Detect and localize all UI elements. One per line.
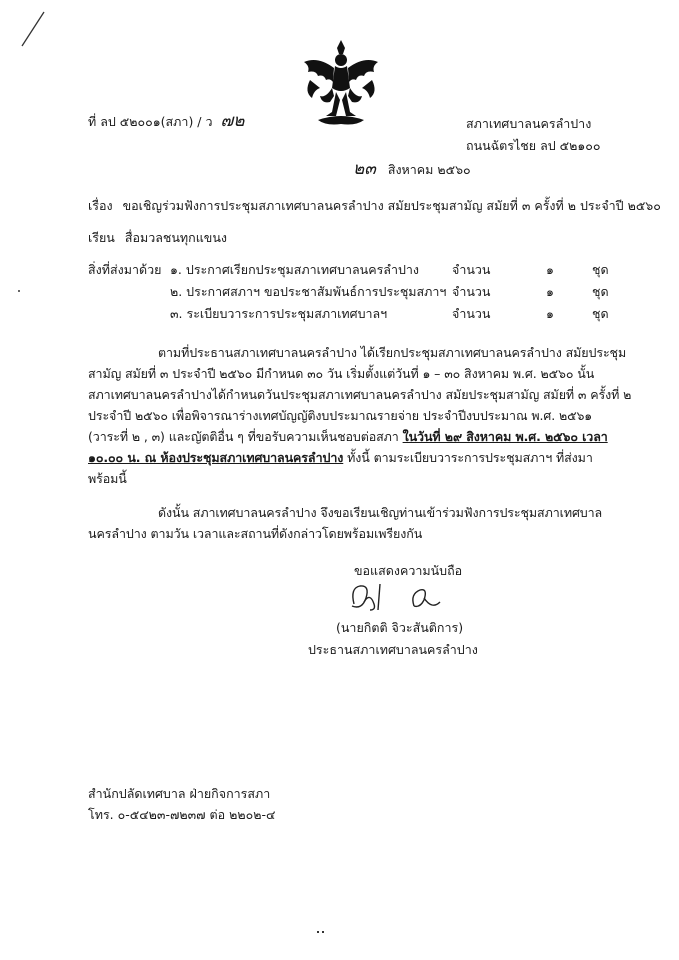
scan-speck <box>317 931 319 933</box>
enclosures-label: สิ่งที่ส่งมาด้วย <box>88 262 162 277</box>
scan-speck <box>322 931 324 933</box>
meeting-venue: ๑๐.๐๐ น. ณ ห้องประชุมสภาเทศบาลนครลำปาง <box>88 450 344 465</box>
para1-line-7: พร้อมนี้ <box>88 471 127 486</box>
signer-name: (นายกิตติ จิวะสันติการ) <box>336 620 464 635</box>
footer-department: สำนักปลัดเทศบาล ฝ่ายกิจการสภา <box>88 786 271 801</box>
date-day-handwritten: ๒๓ <box>353 159 376 179</box>
enclosure-qty-2: ๑ <box>546 284 554 299</box>
para2-line-2: นครลำปาง ตามวัน เวลาและสถานที่ดังกล่าวโดยพร้อมเพรียงกัน <box>88 526 423 541</box>
office-address: ถนนฉัตรไชย ลป ๕๒๑๐๐ <box>466 138 601 153</box>
enclosure-unit-1: ชุด <box>592 262 609 277</box>
enclosure-qty-label-2: จำนวน <box>452 284 491 299</box>
enclosure-item-2: ๒. ประกาศสภาฯ ขอประชาสัมพันธ์การประชุมสภาฯ <box>170 284 447 299</box>
para2-line-1: ดังนั้น สภาเทศบาลนครลำปาง จึงขอเรียนเชิญท่านเข้าร่วมฟังการประชุมสภาเทศบาล <box>158 505 603 520</box>
enclosure-qty-1: ๑ <box>546 262 554 277</box>
enclosure-qty-label-3: จำนวน <box>452 306 491 321</box>
document-number <box>88 112 244 131</box>
date-month-year: สิงหาคม ๒๕๖๐ <box>387 162 471 177</box>
pen-stroke-mark <box>18 10 48 50</box>
para1-line-6 <box>88 448 593 468</box>
subject-text: ขอเชิญร่วมฟังการประชุมสภาเทศบาลนครลำปาง สมัยประชุมสามัญ สมัยที่ ๓ ครั้งที่ ๒ ประจำปี ๒๕๖๐ <box>122 198 661 213</box>
enclosure-qty-label-1: จำนวน <box>452 262 491 277</box>
para1-line-1: ตามที่ประธานสภาเทศบาลนครลำปาง ได้เรียกประชุมสภาเทศบาลนครลำปาง สมัยประชุม <box>158 345 627 360</box>
document-number-prefix: ที่ ลป ๕๒๐๐๑(สภา) / ว <box>88 114 213 129</box>
scan-speck <box>18 290 20 292</box>
para1-line-5 <box>88 427 608 447</box>
recipient-label: เรียน <box>88 230 115 245</box>
signature-image <box>340 576 460 620</box>
para1-line-2: สามัญ สมัยที่ ๓ ประจำปี ๒๕๖๐ มีกำหนด ๓๐ วัน เริ่มตั้งแต่วันที่ ๑ – ๓๐ สิงหาคม พ.ศ. ๒๕๖๐ นั้น <box>88 366 595 381</box>
subject-line <box>88 197 661 215</box>
enclosure-qty-3: ๑ <box>546 306 554 321</box>
document-date <box>353 160 471 179</box>
closing-salutation: ขอแสดงความนับถือ <box>354 563 463 578</box>
footer-phone: โทร. ๐-๕๔๒๓-๗๒๓๗ ต่อ ๒๒๐๒-๔ <box>88 807 276 822</box>
signer-title: ประธานสภาเทศบาลนครลำปาง <box>308 642 478 657</box>
enclosure-item-3: ๓. ระเบียบวาระการประชุมสภาเทศบาลฯ <box>170 306 388 321</box>
recipient-text: สื่อมวลชนทุกแขนง <box>124 230 227 245</box>
enclosure-unit-3: ชุด <box>592 306 609 321</box>
document-number-handwritten: ๗๒ <box>220 111 245 131</box>
para1-line-6-text: ทั้งนี้ ตามระเบียบวาระการประชุมสภาฯ ที่ส่งมา <box>347 450 593 465</box>
para1-line-3: สภาเทศบาลนครลำปางได้กำหนดวันประชุมสภาเทศบาลนครลำปาง สมัยประชุมสามัญ สมัยที่ ๓ ครั้งที่ ๒ <box>88 387 632 402</box>
subject-label: เรื่อง <box>88 198 113 213</box>
enclosure-unit-2: ชุด <box>592 284 609 299</box>
garuda-emblem-icon <box>296 36 386 128</box>
office-name: สภาเทศบาลนครลำปาง <box>466 116 592 131</box>
recipient-line <box>88 229 227 247</box>
enclosure-item-1: ๑. ประกาศเรียกประชุมสภาเทศบาลนครลำปาง <box>170 262 420 277</box>
meeting-date-time: ในวันที่ ๒๙ สิงหาคม พ.ศ. ๒๕๖๐ เวลา <box>402 429 608 444</box>
para1-line-5-text: (วาระที่ ๒ , ๓) และญัตติอื่น ๆ ที่ขอรับความเห็นชอบต่อสภา <box>88 429 399 444</box>
para1-line-4: ประจำปี ๒๕๖๐ เพื่อพิจารณาร่างเทศบัญญัติงบประมาณรายจ่าย ประจำปีงบประมาณ พ.ศ. ๒๕๖๑ <box>88 408 593 423</box>
